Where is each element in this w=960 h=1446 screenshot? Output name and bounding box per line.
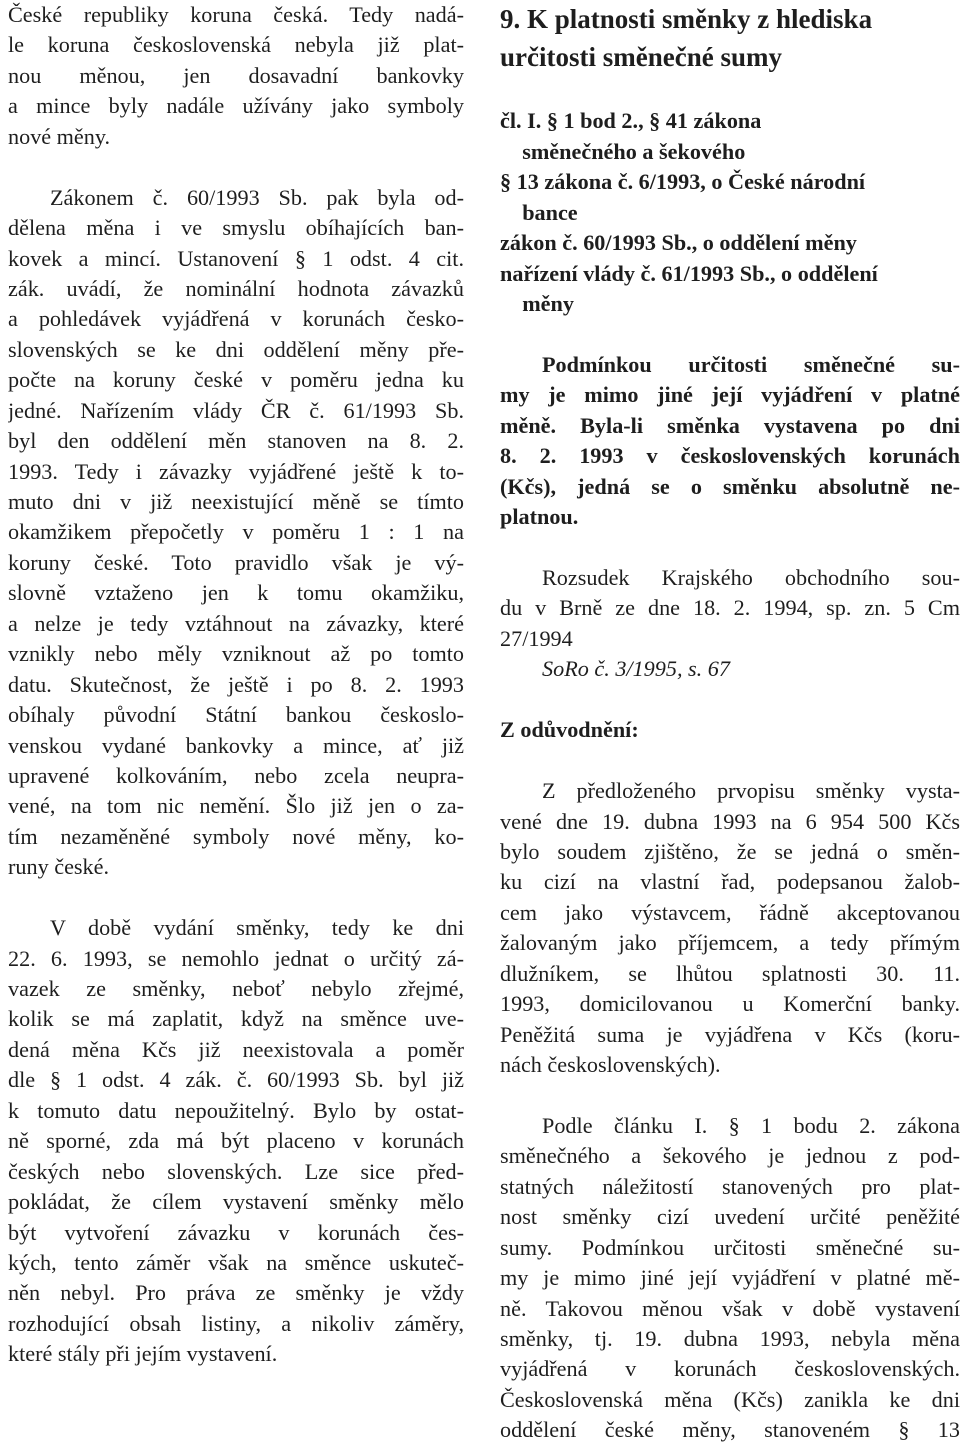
text-line: dělena měna i ve smyslu obíhajících ban-: [8, 215, 464, 241]
text-line: Z předloženého prvopisu směnky vysta-: [542, 778, 960, 804]
text-line: V době vydání směnky, tedy ke dni: [50, 915, 464, 941]
text-line: ně sporné, zda má být placeno v korunách: [8, 1128, 464, 1154]
text-line: být vytvoření závazku v korunách čes-: [8, 1219, 464, 1245]
text-line: dlužníkem, se lhůtou splatnosti 30. 11.: [500, 960, 960, 986]
text-line: datu. Skutečnost, že ještě i po 8. 2. 1993: [8, 671, 464, 697]
text-line: jedné. Nařízením vlády ČR č. 61/1993 Sb.: [8, 397, 464, 423]
text-line: le koruna československá nebyla již plat-: [8, 32, 464, 58]
paragraph-gap: [500, 1080, 960, 1110]
text-line: nách československých).: [500, 1052, 721, 1077]
text-line: upravené kolkováním, nebo zcela neupra-: [8, 762, 464, 788]
text-line: Československá měna (Kčs) zanikla ke dni: [500, 1386, 960, 1412]
text-line: něn nebyl. Pro práva ze směnky je vždy: [8, 1280, 464, 1306]
text-line: tím nezaměněné symboly nové měny, ko-: [8, 823, 464, 849]
text-line: Podle článku I. § 1 bodu 2. zákona: [542, 1112, 960, 1138]
paragraph-gap: [500, 533, 960, 563]
paragraph-gap: [500, 685, 960, 715]
text-line: bance: [500, 199, 578, 225]
text-line: Podmínkou určitosti směnečné su-: [542, 351, 960, 377]
left-column: [8, 0, 464, 1370]
text-line: (Kčs), jedná se o směnku absolutně ne-: [500, 473, 960, 499]
text-line: českých nebo slovenských. Lze sice před-: [8, 1158, 464, 1184]
paragraph-gap: [500, 746, 960, 776]
text-line: § 13 zákona č. 6/1993, o České národní: [500, 169, 866, 195]
text-line: směnečného a šekového je jednou z pod-: [500, 1143, 960, 1169]
paragraph-gap: [500, 76, 960, 106]
text-line: Zákonem č. 60/1993 Sb. pak byla od-: [50, 184, 464, 210]
text-line: bylo soudem zjištěno, že se jedná o směn-: [500, 838, 960, 864]
text-line: nařízení vlády č. 61/1993 Sb., o oddělení: [500, 260, 878, 286]
text-line: sumy. Podmínkou určitosti směnečné su-: [500, 1234, 960, 1260]
text-line: měně. Byla-li směnka vystavena po dni: [500, 412, 960, 438]
text-line: 27/1994: [500, 625, 573, 651]
text-line: Z odůvodnění:: [500, 717, 639, 743]
text-line: muto dni v již neexistující měně se tímto: [8, 489, 464, 514]
text-line: pokládat, že cílem vystavení směnky mělo: [8, 1189, 464, 1215]
text-line: SoRo č. 3/1995, s. 67: [542, 656, 730, 682]
text-line: slovně vztaženo jen k tomu okamžiku,: [8, 580, 464, 606]
text-line: které stály při jejím vystavení.: [8, 1341, 278, 1367]
text-line: Peněžitá suma je vyjádřena v Kčs (koru-: [500, 1021, 960, 1047]
text-line: vyjádřená v korunách československých.: [500, 1356, 960, 1382]
text-line: kých, tento záměr však na směnce uskuteč-: [8, 1249, 464, 1275]
section-heading: [500, 0, 960, 76]
text-line: slovenských se ke dni oddělení měny pře-: [8, 336, 464, 362]
text-line: směnečného a šekového: [500, 138, 746, 164]
text-line: dená měna Kčs již neexistovala a poměr: [8, 1036, 464, 1062]
text-line: čl. I. § 1 bod 2., § 41 zákona: [500, 108, 762, 134]
section-heading-line: určitosti směnečné sumy: [500, 42, 782, 72]
text-line: vznikly nebo měly vzniknout až po tomto: [8, 641, 464, 667]
right-column: [500, 0, 960, 1446]
text-line: ku cizí na vlastní řad, podepsanou žalob-: [500, 869, 960, 895]
text-line: my je mimo jiné její vyjádření v platné: [500, 382, 960, 408]
text-line: du v Brně ze dne 18. 2. 1994, sp. zn. 5 Cm: [500, 595, 960, 621]
text-line: runy české.: [8, 854, 110, 880]
text-line: statných náležitostí stanovených pro plat-: [500, 1173, 960, 1199]
text-line: okamžikem přepočetly v poměru 1 : 1 na: [8, 519, 464, 545]
text-line: vené dne 19. dubna 1993 na 6 954 500 Kčs: [500, 808, 960, 834]
text-line: venskou vydané bankovky a mince, ať již: [8, 732, 464, 758]
text-line: Rozsudek Krajského obchodního sou-: [542, 565, 960, 590]
text-line: vazek ze směnky, neboť nebylo zřejmé,: [8, 976, 464, 1001]
text-line: ně. Takovou měnou však v době vystavení: [500, 1295, 960, 1321]
text-line: 8. 2. 1993 v československých korunách: [500, 443, 960, 469]
text-line: kolik se má zaplatit, když na směnce uve-: [8, 1006, 464, 1032]
paragraph-gap: [8, 883, 464, 913]
text-line: k tomuto datu nepoužitelný. Bylo by ostat-: [8, 1097, 464, 1123]
text-line: směnky, tj. 19. dubna 1993, nebyla měna: [500, 1325, 960, 1351]
text-line: rozhodující obsah listiny, a nikoliv záměry,: [8, 1310, 464, 1336]
text-line: České republiky koruna česká. Tedy nadá-: [8, 2, 464, 27]
text-line: nost směnky cizí uvedení určité peněžité: [500, 1204, 960, 1230]
text-line: zák. uvádí, že nominální hodnota závazků: [8, 275, 464, 301]
text-line: vené, na tom nic nemění. Šlo již jen o za-: [8, 793, 464, 819]
text-line: žalovaným jako příjemcem, a tedy přímým: [500, 930, 960, 956]
text-line: a pohledávek vyjádřená v korunách česko-: [8, 306, 464, 332]
text-line: obíhaly původní Státní bankou českoslo-: [8, 702, 464, 728]
text-line: koruny české. Toto pravidlo však je vý-: [8, 549, 464, 575]
text-line: měny: [500, 291, 574, 317]
text-line: nou měnou, jen dosavadní bankovky: [8, 62, 464, 88]
text-line: 1993. Tedy i závazky vyjádřené ještě k to-: [8, 458, 464, 484]
text-line: oddělení české měny, stanoveném § 13: [500, 1417, 960, 1443]
text-line: a mince byly nadále užívány jako symboly: [8, 93, 464, 119]
paragraph-gap: [8, 152, 464, 182]
text-line: cem jako výstavcem, řádně akceptovanou: [500, 899, 960, 925]
text-line: kovek a mincí. Ustanovení § 1 odst. 4 cit.: [8, 245, 464, 271]
text-line: 1993, domicilovanou u Komerční banky.: [500, 991, 960, 1017]
text-line: nové měny.: [8, 123, 111, 149]
text-line: a nelze je tedy vztáhnout na závazky, které: [8, 610, 464, 636]
text-line: platnou.: [500, 504, 579, 530]
text-line: my je mimo jiné její vyjádření v platné mě-: [500, 1265, 960, 1291]
paragraph-gap: [500, 320, 960, 350]
text-line: dle § 1 odst. 4 zák. č. 60/1993 Sb. byl již: [8, 1067, 464, 1093]
section-heading-line: 9. K platnosti směnky z hlediska: [500, 4, 873, 34]
text-line: byl den oddělení měn stanoven na 8. 2.: [8, 428, 464, 454]
right-column-body: [500, 76, 960, 1446]
text-line: zákon č. 60/1993 Sb., o oddělení měny: [500, 230, 857, 256]
text-line: počte na koruny české v poměru jedna ku: [8, 367, 464, 393]
text-line: 22. 6. 1993, se nemohlo jednat o určitý zá-: [8, 945, 464, 971]
